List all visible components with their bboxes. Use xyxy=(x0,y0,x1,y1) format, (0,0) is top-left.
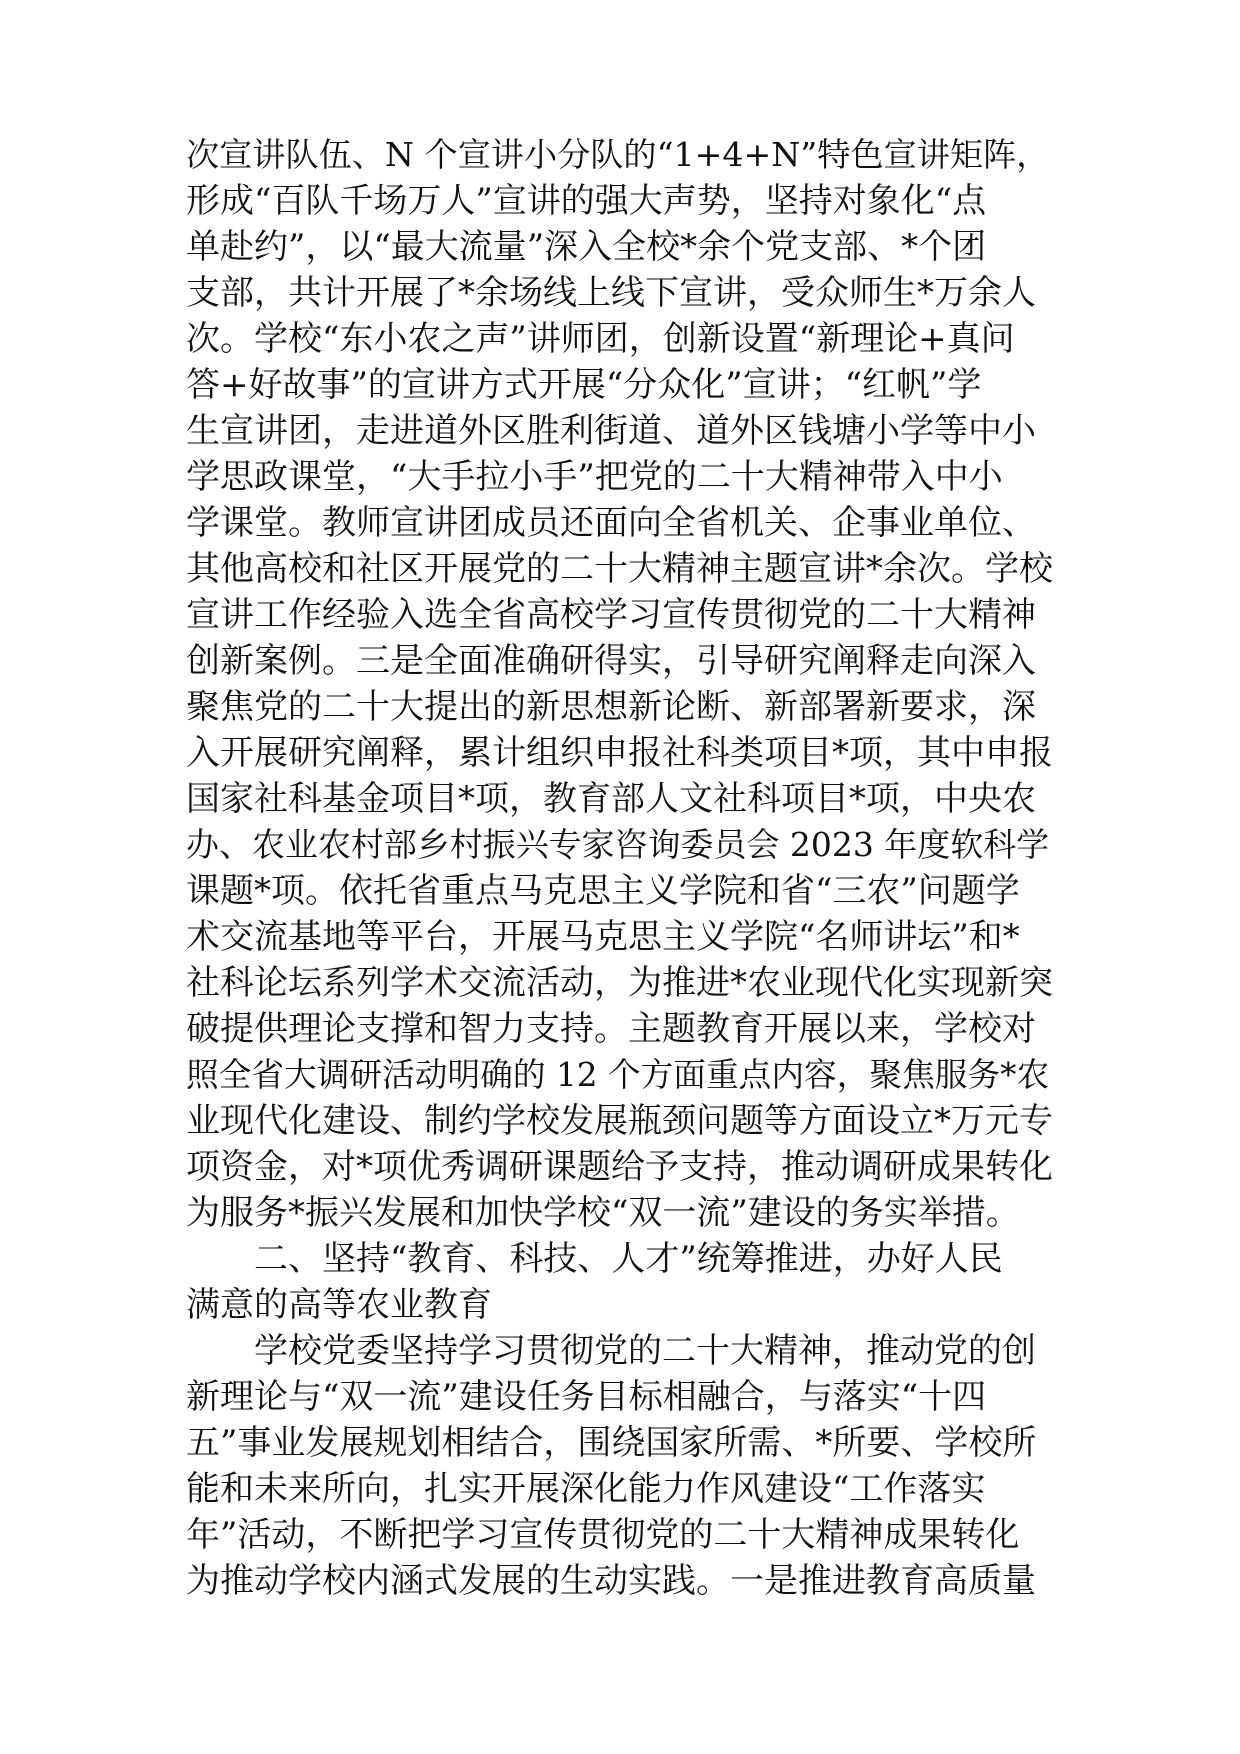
text-line: 国家社科基金项目*项，教育部人文社科项目*项，中央农 xyxy=(186,779,1036,819)
body-text xyxy=(186,132,1054,1604)
text-line: 支部，共计开展了*余场线上线下宣讲，受众师生*万余人 xyxy=(186,273,1036,313)
text-line: 学课堂。教师宣讲团成员还面向全省机关、企事业单位、 xyxy=(186,503,1036,543)
text-line: 照全省大调研活动明确的 12 个方面重点内容，聚焦服务*农 xyxy=(186,1056,1050,1094)
text-line: 入开展研究阐释，累计组织申报社科类项目*项，其中申报 xyxy=(186,733,1053,773)
text-line: 能和未来所向，扎实开展深化能力作风建设“工作落实 xyxy=(186,1469,986,1509)
text-line: 新理论与“双一流”建设任务目标相融合，与落实“十四 xyxy=(186,1377,987,1417)
text-line: 聚焦党的二十大提出的新思想新论断、新部署新要求，深 xyxy=(186,687,1036,727)
text-line: 生宣讲团，走进道外区胜利街道、道外区钱塘小学等中小 xyxy=(186,411,1036,451)
text-line: 为推动学校内涵式发展的生动实践。一是推进教育高质量 xyxy=(186,1561,1036,1601)
section-heading-line: 满意的高等农业教育 xyxy=(186,1285,492,1325)
text-line: 术交流基地等平台，开展马克思主义学院“名师讲坛”和* xyxy=(186,917,1020,957)
text-line: 学思政课堂，“大手拉小手”把党的二十大精神带入中小 xyxy=(186,457,1003,497)
text-line: 创新案例。三是全面准确研得实，引导研究阐释走向深入 xyxy=(186,641,1036,681)
text-line: 形成“百队千场万人”宣讲的强大声势，坚持对象化“点 xyxy=(186,181,987,221)
text-line: 项资金，对*项优秀调研课题给予支持，推动调研成果转化 xyxy=(186,1147,1053,1187)
text-line: 五”事业发展规划相结合，围绕国家所需、*所要、学校所 xyxy=(186,1423,1037,1463)
text-line: 为服务*振兴发展和加快学校“双一流”建设的务实举措。 xyxy=(186,1193,1020,1233)
text-line: 课题*项。依托省重点马克思主义学院和省“三农”问题学 xyxy=(186,871,1020,911)
text-line: 业现代化建设、制约学校发展瓶颈问题等方面设立*万元专 xyxy=(186,1101,1053,1141)
text-line: 年”活动，不断把学习宣传贯彻党的二十大精神成果转化 xyxy=(186,1515,1020,1555)
text-line: 学校党委坚持学习贯彻党的二十大精神，推动党的创 xyxy=(254,1331,1036,1371)
text-line: 次。学校“东小农之声”讲师团，创新设置“新理论+真问 xyxy=(186,319,1015,359)
text-line: 单赴约”，以“最大流量”深入全校*余个党支部、*个团 xyxy=(186,227,987,267)
text-line: 次宣讲队伍、N 个宣讲小分队的“1+4+N”特色宣讲矩阵， xyxy=(186,135,1050,174)
section-heading-line: 二、坚持“教育、科技、人才”统筹推进，办好人民 xyxy=(254,1239,1003,1279)
text-line: 答+好故事”的宣讲方式开展“分众化”宣讲；“红帆”学 xyxy=(186,365,982,405)
text-line: 办、农业农村部乡村振兴专家咨询委员会 2023 年度软科学 xyxy=(186,825,1050,864)
text-line: 破提供理论支撑和智力支持。主题教育开展以来，学校对 xyxy=(186,1009,1036,1049)
text-line: 宣讲工作经验入选全省高校学习宣传贯彻党的二十大精神 xyxy=(186,595,1036,635)
text-line: 社科论坛系列学术交流活动，为推进*农业现代化实现新突 xyxy=(186,963,1053,1003)
text-line: 其他高校和社区开展党的二十大精神主题宣讲*余次。学校 xyxy=(186,549,1053,589)
